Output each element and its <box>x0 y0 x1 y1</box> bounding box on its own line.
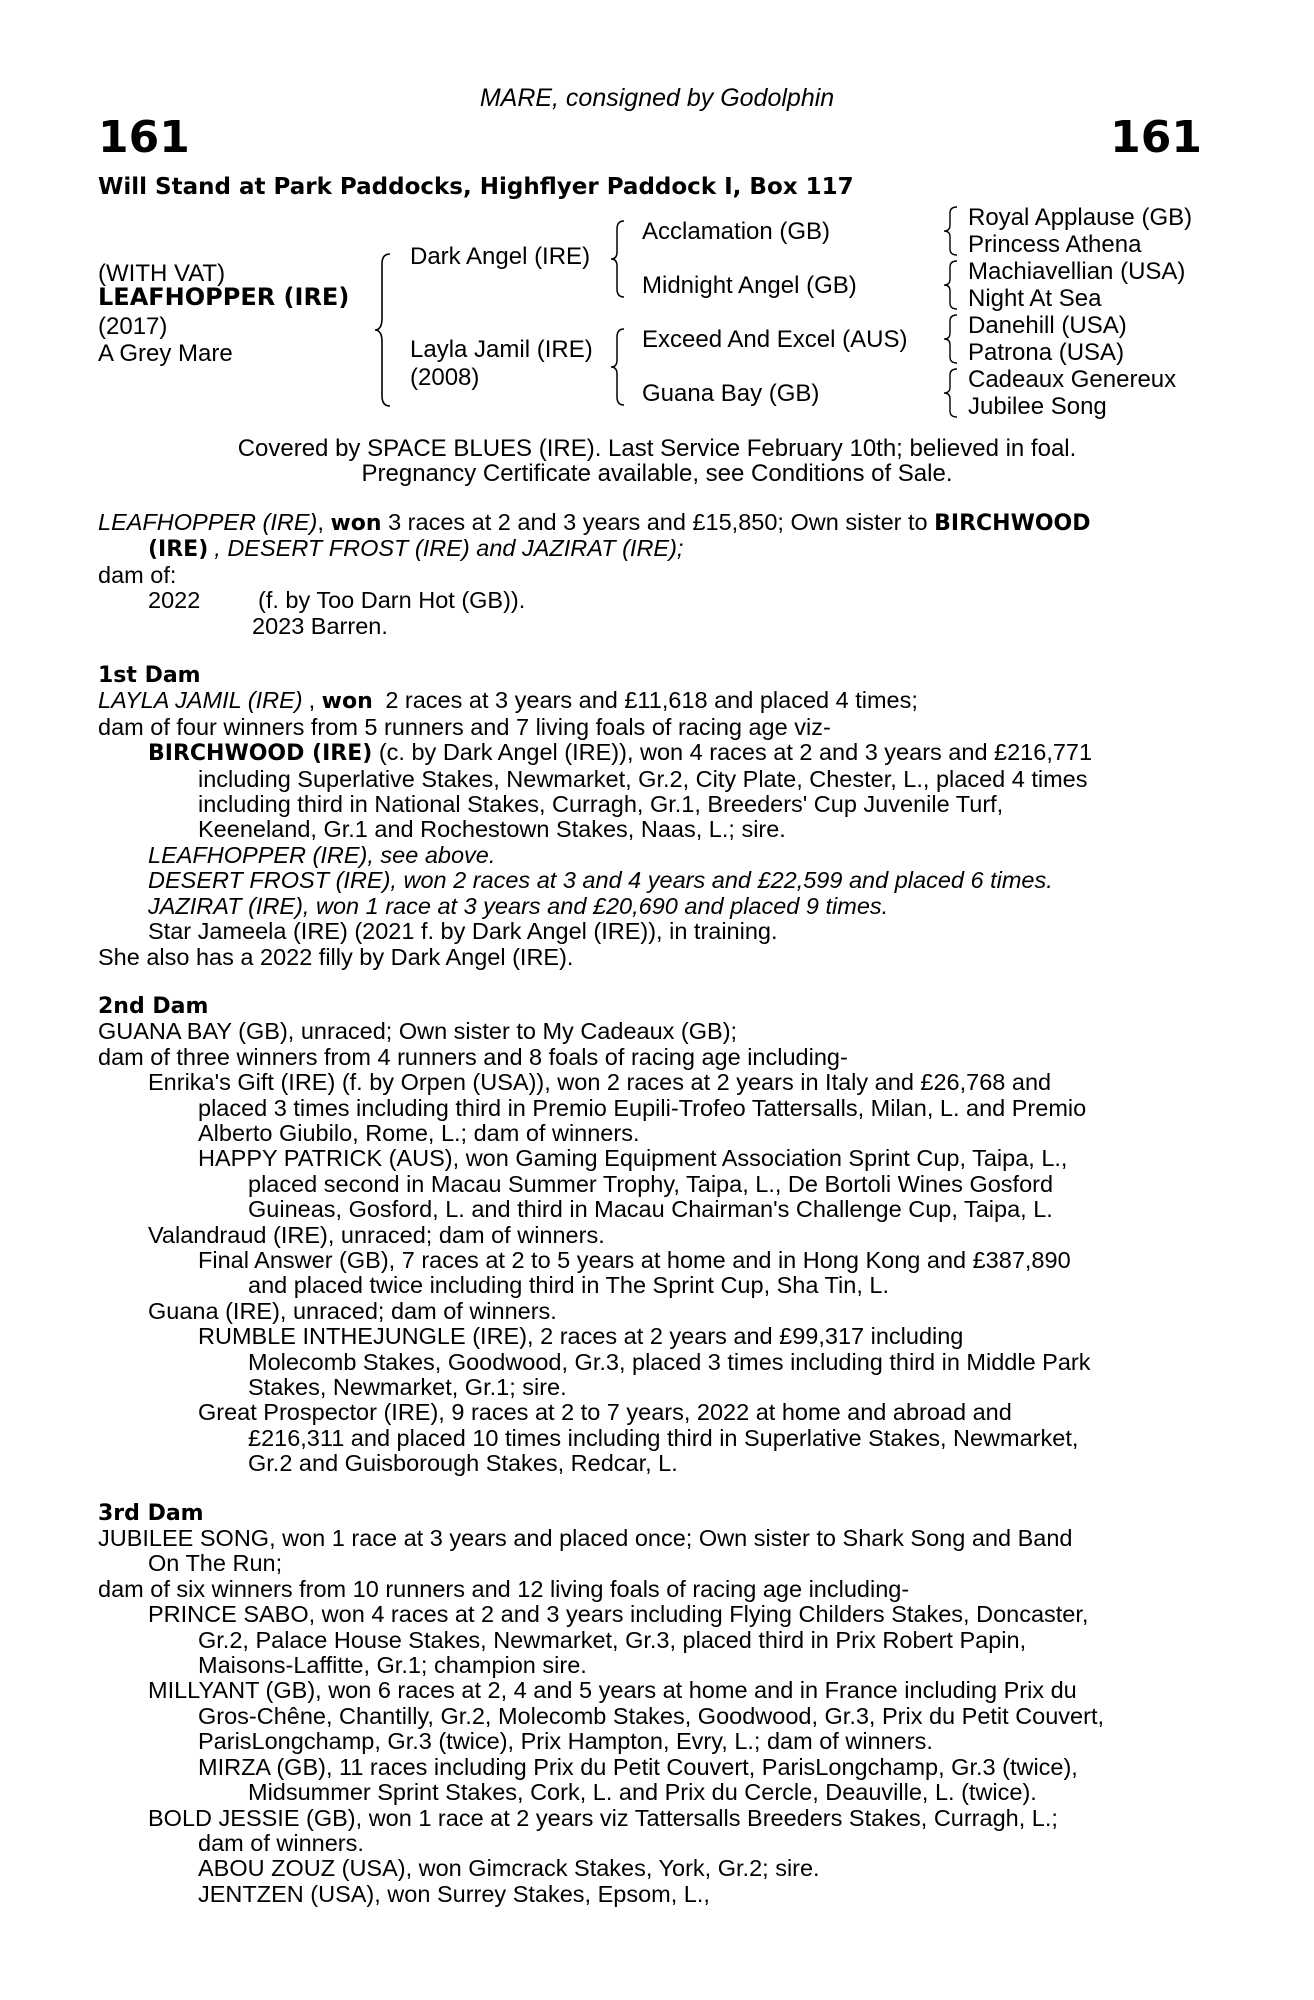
dam-sire: Exceed And Excel (AUS) <box>642 326 908 353</box>
produce-entry: BIRCHWOOD (IRE) (c. by Dark Angel (IRE)), won 4 races at 2 and 3 years and £216,771 <box>148 739 1093 767</box>
produce-entry: Enrika's Gift (IRE) (f. by Orpen (USA)), won 2 races at 2 years in Italy and £26,768 and <box>148 1069 1052 1096</box>
pregnancy-note: Pregnancy Certificate available, see Conditions of Sale. <box>361 460 953 487</box>
pedigree-brace-main <box>372 250 396 410</box>
produce-entry: DESERT FROST (IRE), won 2 races at 3 and 4 years and £22,599 and placed 6 times. <box>148 867 1053 894</box>
produce-entry: Gros-Chêne, Chantilly, Gr.2, Molecomb Stakes, Goodwood, Gr.3, Prix du Petit Couvert, <box>198 1702 1105 1729</box>
intro-line: dam of: <box>98 561 177 588</box>
produce-entry: Molecomb Stakes, Goodwood, Gr.3, placed 3 times including third in Middle Park <box>248 1348 1091 1375</box>
pedigree-brace-dam <box>608 326 630 408</box>
produce-entry: JAZIRAT (IRE), won 1 race at 3 years and £20,690 and placed 9 times. <box>148 892 889 919</box>
lot-number-right: 161 <box>1110 112 1202 163</box>
ancestor-6: Patrona (USA) <box>968 339 1125 366</box>
produce-entry: including third in National Stakes, Curragh, Gr.1, Breeders' Cup Juvenile Turf, <box>198 791 1004 818</box>
ancestor-7: Cadeaux Genereux <box>968 366 1177 393</box>
sire: Dark Angel (IRE) <box>410 243 591 270</box>
pedigree-brace-g4 <box>942 366 962 420</box>
produce-entry: ParisLongchamp, Gr.3 (twice), Prix Hampton, Evry, L.; dam of winners. <box>198 1728 933 1755</box>
third-dam-line: JUBILEE SONG, won 1 race at 3 years and placed once; Own sister to Shark Song and Band <box>98 1525 1073 1552</box>
ancestor-1: Royal Applause (GB) <box>968 204 1193 231</box>
intro-line: (IRE) , DESERT FROST (IRE) and JAZIRAT (IRE); <box>148 535 684 563</box>
dam-dam: Guana Bay (GB) <box>642 380 820 407</box>
produce-entry: HAPPY PATRICK (AUS), won Gaming Equipment Association Sprint Cup, Taipa, L., <box>198 1145 1068 1172</box>
ancestor-5: Danehill (USA) <box>968 312 1127 339</box>
produce-record: 2022 (f. by Too Darn Hot (GB)). <box>148 587 526 614</box>
produce-entry: Alberto Giubilo, Rome, L.; dam of winners. <box>198 1119 640 1146</box>
ancestor-2: Princess Athena <box>968 231 1142 258</box>
dam-year: (2008) <box>410 364 480 391</box>
foaling-year: (2017) <box>98 313 168 340</box>
produce-entry: Gr.2, Palace House Stakes, Newmarket, Gr.3, placed third in Prix Robert Papin, <box>198 1626 1027 1653</box>
sire-dam: Midnight Angel (GB) <box>642 272 857 299</box>
second-dam-line: dam of three winners from 4 runners and 8 foals of racing age including- <box>98 1043 848 1070</box>
ancestor-8: Jubilee Song <box>968 393 1107 420</box>
pedigree-brace-g1 <box>942 204 962 258</box>
produce-entry: Maisons-Laffitte, Gr.1; champion sire. <box>198 1652 587 1679</box>
produce-entry: and placed twice including third in The Sprint Cup, Sha Tin, L. <box>248 1272 889 1299</box>
produce-entry: Guana (IRE), unraced; dam of winners. <box>148 1297 557 1324</box>
pedigree-brace-sire <box>608 218 630 300</box>
produce-entry: placed second in Macau Summer Trophy, Taipa, L., De Bortoli Wines Gosford <box>248 1170 1054 1197</box>
produce-entry: including Superlative Stakes, Newmarket, Gr.2, City Plate, Chester, L., placed 4 times <box>198 765 1088 792</box>
catalogue-body <box>98 510 1205 1907</box>
produce-entry: Great Prospector (IRE), 9 races at 2 to 7 years, 2022 at home and abroad and <box>198 1399 1012 1426</box>
intro-line: LEAFHOPPER (IRE), won 3 races at 2 and 3 years and £15,850; Own sister to BIRCHWOOD <box>98 509 1091 536</box>
third-dam-line: On The Run; <box>148 1550 283 1577</box>
produce-entry: dam of winners. <box>198 1829 364 1856</box>
consignor-subtitle: MARE, consigned by Godolphin <box>479 84 835 112</box>
produce-entry: Guineas, Gosford, L. and third in Macau Chairman's Challenge Cup, Taipa, L. <box>248 1196 1053 1223</box>
third-dam-heading: 3rd Dam <box>98 1500 204 1526</box>
pedigree-brace-g2 <box>942 258 962 312</box>
produce-entry: £216,311 and placed 10 times including third in Superlative Stakes, Newmarket, <box>248 1424 1079 1451</box>
produce-entry: Gr.2 and Guisborough Stakes, Redcar, L. <box>248 1450 678 1477</box>
produce-entry: BOLD JESSIE (GB), won 1 race at 2 years viz Tattersalls Breeders Stakes, Curragh, L.; <box>148 1804 1058 1831</box>
produce-entry: Valandraud (IRE), unraced; dam of winners. <box>148 1221 605 1248</box>
first-dam-heading: 1st Dam <box>98 663 201 689</box>
covered-note: Covered by SPACE BLUES (IRE). Last Service February 10th; believed in foal. <box>237 435 1077 462</box>
produce-entry: LEAFHOPPER (IRE), see above. <box>148 841 496 868</box>
first-dam-line: LAYLA JAMIL (IRE) , won 2 races at 3 years and £11,618 and placed 4 times; <box>98 687 918 715</box>
stand-location: Will Stand at Park Paddocks, Highflyer Paddock I, Box 117 <box>98 174 854 200</box>
produce-entry: RUMBLE INTHEJUNGLE (IRE), 2 races at 2 years and £99,317 including <box>198 1323 964 1350</box>
sire-sire: Acclamation (GB) <box>642 218 831 245</box>
horse-description: A Grey Mare <box>98 340 233 367</box>
second-dam-heading: 2nd Dam <box>98 993 209 1019</box>
produce-entry: Final Answer (GB), 7 races at 2 to 5 years at home and in Hong Kong and £387,890 <box>198 1246 1071 1273</box>
ancestor-3: Machiavellian (USA) <box>968 258 1186 285</box>
produce-entry: Star Jameela (IRE) (2021 f. by Dark Angel (IRE)), in training. <box>148 918 778 945</box>
pedigree-brace-g3 <box>942 312 962 366</box>
produce-record: 2023 Barren. <box>252 612 388 639</box>
produce-entry: MIRZA (GB), 11 races including Prix du Petit Couvert, ParisLongchamp, Gr.3 (twice), <box>198 1753 1078 1780</box>
produce-entry: Keeneland, Gr.1 and Rochestown Stakes, Naas, L.; sire. <box>198 816 786 843</box>
produce-entry: She also has a 2022 filly by Dark Angel (IRE). <box>98 943 574 970</box>
produce-entry: Midsummer Sprint Stakes, Cork, L. and Prix du Cercle, Deauville, L. (twice). <box>248 1779 1037 1806</box>
vat-note: (WITH VAT) <box>98 260 226 287</box>
produce-entry: Stakes, Newmarket, Gr.1; sire. <box>248 1374 567 1400</box>
ancestor-4: Night At Sea <box>968 285 1102 312</box>
produce-entry: placed 3 times including third in Premio Eupili-Trofeo Tattersalls, Milan, L. and Premio <box>198 1094 1087 1121</box>
produce-entry: PRINCE SABO, won 4 races at 2 and 3 years including Flying Childers Stakes, Doncaster, <box>148 1601 1089 1628</box>
dam: Layla Jamil (IRE) <box>410 336 593 363</box>
horse-name: LEAFHOPPER (IRE) <box>98 283 350 311</box>
produce-entry: MILLYANT (GB), won 6 races at 2, 4 and 5 years at home and in France including Prix du <box>148 1677 1077 1704</box>
first-dam-line: dam of four winners from 5 runners and 7 living foals of racing age viz- <box>98 713 831 740</box>
second-dam-line: GUANA BAY (GB), unraced; Own sister to My Cadeaux (GB); <box>98 1018 738 1045</box>
produce-entry: ABOU ZOUZ (USA), won Gimcrack Stakes, York, Gr.2; sire. <box>198 1855 820 1882</box>
produce-entry: JENTZEN (USA), won Surrey Stakes, Epsom, L., <box>198 1880 710 1907</box>
lot-number-left: 161 <box>98 112 190 163</box>
third-dam-line: dam of six winners from 10 runners and 12 living foals of racing age including- <box>98 1575 910 1602</box>
